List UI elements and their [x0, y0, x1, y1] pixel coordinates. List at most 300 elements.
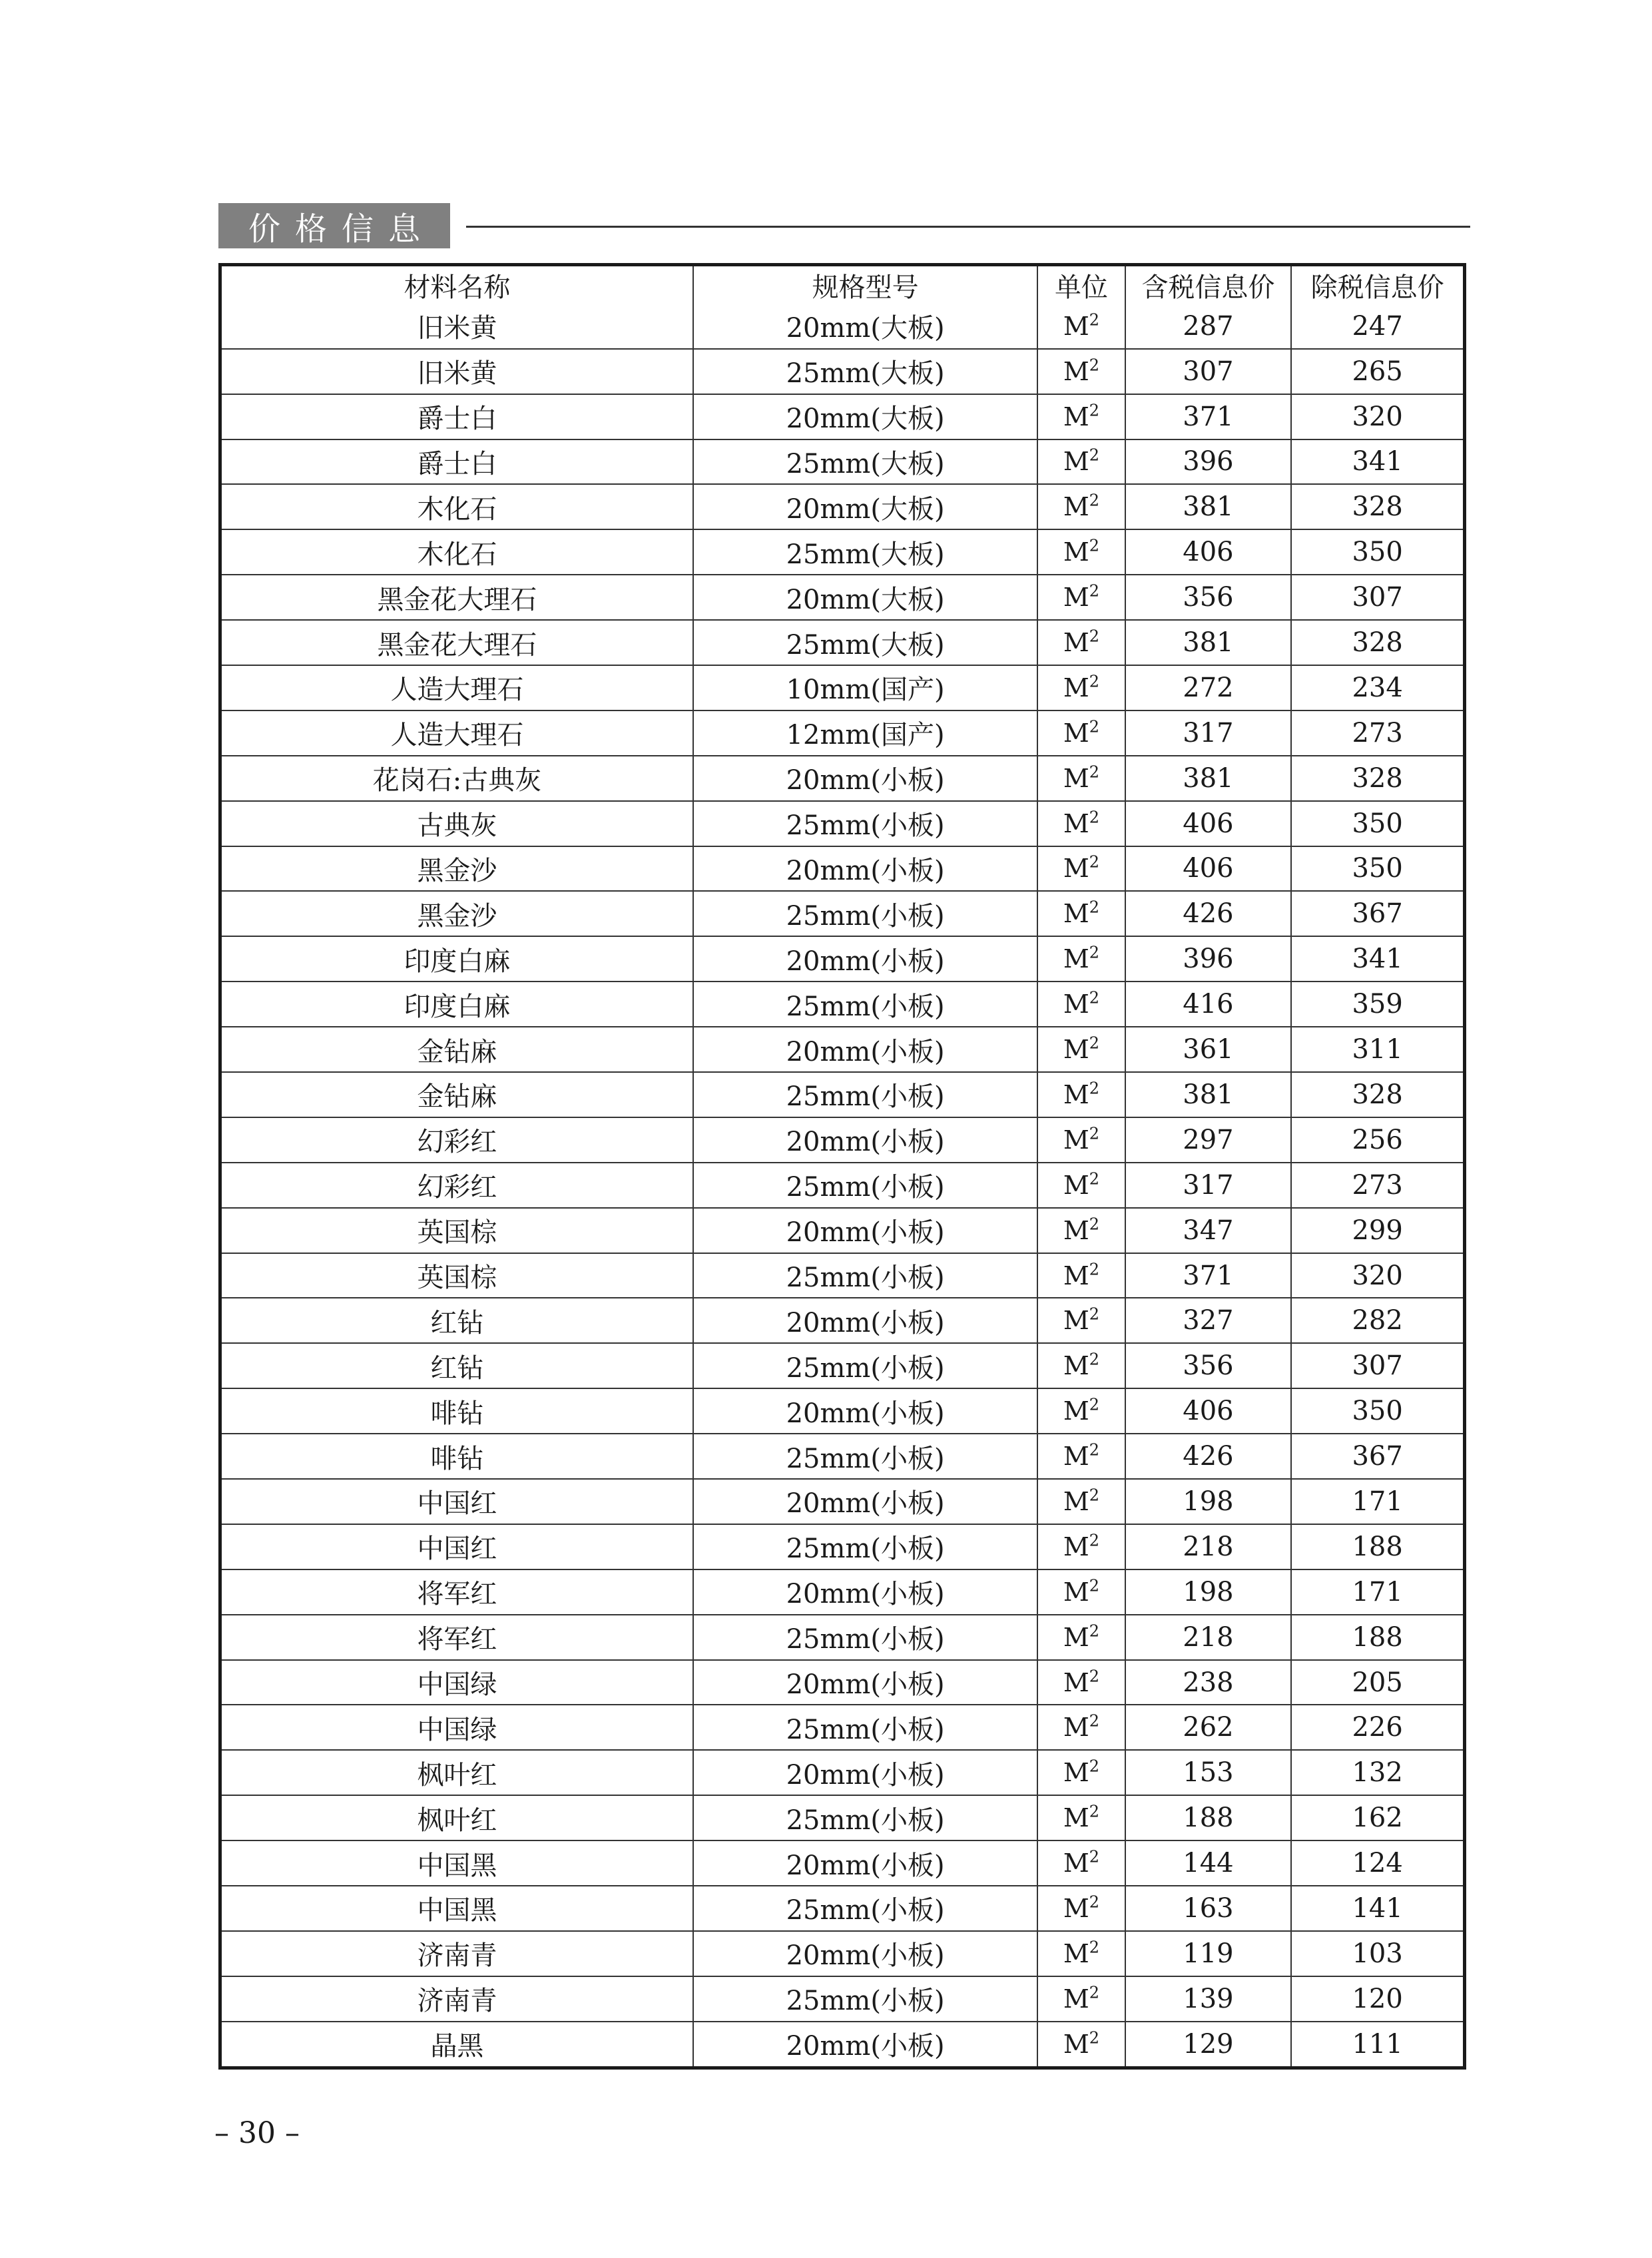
table-row [222, 1253, 1463, 1298]
specification-cell: 25mm(大板) [693, 620, 1037, 665]
unit-base: M [1063, 1577, 1089, 1607]
unit-exponent: 2 [1089, 1802, 1100, 1821]
section-divider [466, 226, 1470, 228]
unit-base: M [1063, 1396, 1089, 1426]
price-with-tax-cell: 347 [1125, 1208, 1292, 1253]
material-name-cell: 中国黑 [222, 1840, 693, 1886]
unit-cell [1037, 620, 1125, 665]
unit-cell [1037, 1388, 1125, 1434]
table-row [222, 1479, 1463, 1524]
price-without-tax-cell: 328 [1291, 756, 1463, 801]
specification-cell: 20mm(小板) [693, 1931, 1037, 1976]
unit-cell [1037, 1750, 1125, 1795]
table-row [222, 1660, 1463, 1705]
price-with-tax-cell: 317 [1125, 1163, 1292, 1208]
table-row [222, 1298, 1463, 1343]
price-without-tax-cell: 367 [1291, 1434, 1463, 1479]
price-without-tax-cell: 188 [1291, 1615, 1463, 1660]
unit-cell [1037, 484, 1125, 529]
unit-cell [1037, 1976, 1125, 2022]
specification-cell: 25mm(小板) [693, 801, 1037, 846]
unit-exponent: 2 [1089, 1621, 1100, 1641]
unit-cell [1037, 1072, 1125, 1117]
material-name-cell: 黑金花大理石 [222, 620, 693, 665]
unit-cell [1037, 1886, 1125, 1931]
specification-cell: 25mm(小板) [693, 891, 1037, 936]
price-without-tax-cell: 247 [1291, 304, 1463, 349]
unit-exponent: 2 [1089, 762, 1100, 782]
specification-cell: 20mm(大板) [693, 304, 1037, 349]
material-name-cell: 爵士白 [222, 394, 693, 439]
specification-cell: 20mm(小板) [693, 2022, 1037, 2066]
price-without-tax-cell: 328 [1291, 484, 1463, 529]
price-with-tax-cell: 317 [1125, 710, 1292, 756]
specification-cell: 20mm(小板) [693, 1479, 1037, 1524]
material-name-cell: 金钻麻 [222, 1027, 693, 1072]
unit-exponent: 2 [1089, 1531, 1100, 1550]
table-row [222, 1163, 1463, 1208]
specification-cell: 25mm(小板) [693, 1795, 1037, 1840]
material-name-cell: 将军红 [222, 1569, 693, 1615]
price-with-tax-cell: 297 [1125, 1117, 1292, 1163]
unit-cell [1037, 575, 1125, 620]
header-price-without-tax: 除税信息价 [1291, 266, 1463, 304]
header-specification: 规格型号 [693, 266, 1037, 304]
price-without-tax-cell: 307 [1291, 575, 1463, 620]
specification-cell: 25mm(小板) [693, 1072, 1037, 1117]
table-row [222, 1569, 1463, 1615]
specification-cell: 20mm(小板) [693, 1569, 1037, 1615]
price-with-tax-cell: 396 [1125, 936, 1292, 982]
price-without-tax-cell: 311 [1291, 1027, 1463, 1072]
price-with-tax-cell: 129 [1125, 2022, 1292, 2066]
unit-cell [1037, 1615, 1125, 1660]
unit-cell [1037, 1705, 1125, 1750]
unit-base: M [1063, 1713, 1089, 1743]
price-without-tax-cell: 341 [1291, 936, 1463, 982]
price-without-tax-cell: 320 [1291, 1253, 1463, 1298]
specification-cell: 25mm(小板) [693, 1705, 1037, 1750]
unit-exponent: 2 [1089, 898, 1100, 918]
specification-cell: 25mm(小板) [693, 1886, 1037, 1931]
unit-base: M [1063, 1938, 1089, 1968]
unit-base: M [1063, 537, 1089, 567]
material-name-cell: 枫叶红 [222, 1750, 693, 1795]
unit-exponent: 2 [1089, 1260, 1100, 1279]
specification-cell: 25mm(小板) [693, 1343, 1037, 1388]
unit-base: M [1063, 628, 1089, 658]
price-with-tax-cell: 198 [1125, 1479, 1292, 1524]
table-row [222, 1117, 1463, 1163]
specification-cell: 25mm(小板) [693, 982, 1037, 1027]
price-with-tax-cell: 307 [1125, 349, 1292, 394]
unit-exponent: 2 [1089, 536, 1100, 555]
price-without-tax-cell: 359 [1291, 982, 1463, 1027]
material-name-cell: 济南青 [222, 1931, 693, 1976]
unit-exponent: 2 [1089, 1395, 1100, 1414]
table-row [222, 1208, 1463, 1253]
unit-exponent: 2 [1089, 717, 1100, 736]
price-without-tax-cell: 103 [1291, 1931, 1463, 1976]
unit-cell [1037, 756, 1125, 801]
price-with-tax-cell: 272 [1125, 665, 1292, 710]
unit-cell [1037, 1343, 1125, 1388]
price-without-tax-cell: 124 [1291, 1840, 1463, 1886]
unit-base: M [1063, 447, 1089, 477]
price-without-tax-cell: 256 [1291, 1117, 1463, 1163]
unit-exponent: 2 [1089, 2028, 1100, 2048]
specification-cell: 25mm(大板) [693, 529, 1037, 575]
table-row [222, 575, 1463, 620]
unit-exponent: 2 [1089, 1576, 1100, 1595]
header-price-with-tax: 含税信息价 [1125, 266, 1292, 304]
specification-cell: 20mm(小板) [693, 1117, 1037, 1163]
specification-cell: 20mm(小板) [693, 1298, 1037, 1343]
material-name-cell: 木化石 [222, 529, 693, 575]
price-with-tax-cell: 119 [1125, 1931, 1292, 1976]
price-with-tax-cell: 371 [1125, 394, 1292, 439]
unit-cell [1037, 2022, 1125, 2066]
specification-cell: 25mm(大板) [693, 349, 1037, 394]
unit-base: M [1063, 1803, 1089, 1833]
price-with-tax-cell: 406 [1125, 801, 1292, 846]
table-row [222, 846, 1463, 892]
price-with-tax-cell: 139 [1125, 1976, 1292, 2022]
unit-cell [1037, 1298, 1125, 1343]
material-name-cell: 中国红 [222, 1479, 693, 1524]
price-with-tax-cell: 381 [1125, 620, 1292, 665]
unit-base: M [1063, 583, 1089, 613]
price-without-tax-cell: 120 [1291, 1976, 1463, 2022]
unit-base: M [1063, 1622, 1089, 1652]
price-with-tax-cell: 327 [1125, 1298, 1292, 1343]
unit-base: M [1063, 1532, 1089, 1561]
table-row [222, 1388, 1463, 1434]
material-name-cell: 旧米黄 [222, 304, 693, 349]
unit-base: M [1063, 1758, 1089, 1788]
specification-cell: 25mm(小板) [693, 1524, 1037, 1569]
price-without-tax-cell: 226 [1291, 1705, 1463, 1750]
specification-cell: 20mm(小板) [693, 756, 1037, 801]
price-with-tax-cell: 396 [1125, 439, 1292, 485]
table-row [222, 936, 1463, 982]
material-name-cell: 啡钻 [222, 1434, 693, 1479]
price-with-tax-cell: 262 [1125, 1705, 1292, 1750]
table-header-row [222, 266, 1463, 304]
table-row [222, 1976, 1463, 2022]
unit-base: M [1063, 1442, 1089, 1472]
specification-cell: 25mm(小板) [693, 1163, 1037, 1208]
material-name-cell: 枫叶红 [222, 1795, 693, 1840]
price-table-frame [218, 263, 1466, 2070]
unit-base: M [1063, 402, 1089, 431]
specification-cell: 25mm(小板) [693, 1615, 1037, 1660]
unit-cell [1037, 936, 1125, 982]
table-row [222, 484, 1463, 529]
unit-cell [1037, 1479, 1125, 1524]
price-without-tax-cell: 350 [1291, 801, 1463, 846]
price-without-tax-cell: 141 [1291, 1886, 1463, 1931]
price-without-tax-cell: 162 [1291, 1795, 1463, 1840]
material-name-cell: 木化石 [222, 484, 693, 529]
price-with-tax-cell: 188 [1125, 1795, 1292, 1840]
specification-cell: 20mm(小板) [693, 936, 1037, 982]
unit-cell [1037, 801, 1125, 846]
material-name-cell: 爵士白 [222, 439, 693, 485]
unit-cell [1037, 891, 1125, 936]
material-name-cell: 中国红 [222, 1524, 693, 1569]
unit-base: M [1063, 854, 1089, 884]
section-title: 价格信息 [218, 203, 450, 248]
unit-exponent: 2 [1089, 988, 1100, 1007]
unit-exponent: 2 [1089, 401, 1100, 420]
price-without-tax-cell: 328 [1291, 620, 1463, 665]
price-without-tax-cell: 265 [1291, 349, 1463, 394]
unit-cell [1037, 665, 1125, 710]
unit-exponent: 2 [1089, 1215, 1100, 1234]
price-with-tax-cell: 361 [1125, 1027, 1292, 1072]
price-without-tax-cell: 350 [1291, 846, 1463, 892]
price-with-tax-cell: 426 [1125, 1434, 1292, 1479]
material-name-cell: 金钻麻 [222, 1072, 693, 1117]
table-row [222, 349, 1463, 394]
price-without-tax-cell: 299 [1291, 1208, 1463, 1253]
unit-exponent: 2 [1089, 491, 1100, 511]
unit-cell [1037, 1840, 1125, 1886]
unit-base: M [1063, 492, 1089, 522]
specification-cell: 25mm(小板) [693, 1253, 1037, 1298]
price-without-tax-cell: 171 [1291, 1569, 1463, 1615]
unit-exponent: 2 [1089, 808, 1100, 827]
material-name-cell: 济南青 [222, 1976, 693, 2022]
price-with-tax-cell: 218 [1125, 1615, 1292, 1660]
unit-exponent: 2 [1089, 1938, 1100, 1957]
table-row [222, 1343, 1463, 1388]
unit-base: M [1063, 1215, 1089, 1245]
material-name-cell: 印度白麻 [222, 982, 693, 1027]
unit-exponent: 2 [1089, 1712, 1100, 1731]
header-unit: 单位 [1037, 266, 1125, 304]
table-row [222, 1434, 1463, 1479]
unit-base: M [1063, 808, 1089, 838]
specification-cell: 20mm(小板) [693, 1388, 1037, 1434]
price-without-tax-cell: 350 [1291, 1388, 1463, 1434]
unit-exponent: 2 [1089, 1757, 1100, 1776]
specification-cell: 20mm(小板) [693, 1660, 1037, 1705]
table-row [222, 665, 1463, 710]
material-name-cell: 中国绿 [222, 1705, 693, 1750]
unit-base: M [1063, 2029, 1089, 2059]
unit-base: M [1063, 1984, 1089, 2014]
table-row [222, 1795, 1463, 1840]
unit-base: M [1063, 718, 1089, 748]
unit-exponent: 2 [1089, 1305, 1100, 1324]
price-with-tax-cell: 287 [1125, 304, 1292, 349]
unit-cell [1037, 1795, 1125, 1840]
unit-exponent: 2 [1089, 627, 1100, 646]
table-row [222, 620, 1463, 665]
specification-cell: 20mm(小板) [693, 1750, 1037, 1795]
material-name-cell: 人造大理石 [222, 665, 693, 710]
specification-cell: 25mm(小板) [693, 1434, 1037, 1479]
unit-exponent: 2 [1089, 1033, 1100, 1053]
price-without-tax-cell: 282 [1291, 1298, 1463, 1343]
price-without-tax-cell: 307 [1291, 1343, 1463, 1388]
material-name-cell: 古典灰 [222, 801, 693, 846]
unit-base: M [1063, 1893, 1089, 1923]
price-with-tax-cell: 416 [1125, 982, 1292, 1027]
price-without-tax-cell: 132 [1291, 1750, 1463, 1795]
material-name-cell: 将军红 [222, 1615, 693, 1660]
unit-exponent: 2 [1089, 446, 1100, 465]
specification-cell: 20mm(小板) [693, 846, 1037, 892]
price-with-tax-cell: 153 [1125, 1750, 1292, 1795]
material-name-cell: 旧米黄 [222, 349, 693, 394]
unit-exponent: 2 [1089, 1350, 1100, 1369]
specification-cell: 20mm(大板) [693, 575, 1037, 620]
specification-cell: 20mm(大板) [693, 484, 1037, 529]
unit-exponent: 2 [1089, 853, 1100, 872]
specification-cell: 20mm(小板) [693, 1027, 1037, 1072]
section-header [218, 203, 1470, 248]
price-with-tax-cell: 406 [1125, 846, 1292, 892]
specification-cell: 20mm(小板) [693, 1840, 1037, 1886]
unit-cell [1037, 439, 1125, 485]
price-with-tax-cell: 381 [1125, 484, 1292, 529]
unit-cell [1037, 1027, 1125, 1072]
material-name-cell: 英国棕 [222, 1208, 693, 1253]
unit-cell [1037, 1524, 1125, 1569]
specification-cell: 10mm(国产) [693, 665, 1037, 710]
unit-cell [1037, 1117, 1125, 1163]
table-row [222, 756, 1463, 801]
table-row [222, 801, 1463, 846]
table-row [222, 1886, 1463, 1931]
material-name-cell: 中国绿 [222, 1660, 693, 1705]
unit-base: M [1063, 1667, 1089, 1697]
table-row [222, 982, 1463, 1027]
price-with-tax-cell: 238 [1125, 1660, 1292, 1705]
table-row [222, 2022, 1463, 2066]
header-material-name: 材料名称 [222, 266, 693, 304]
unit-base: M [1063, 899, 1089, 929]
specification-cell: 20mm(小板) [693, 1208, 1037, 1253]
table-row [222, 1840, 1463, 1886]
table-row [222, 1750, 1463, 1795]
unit-exponent: 2 [1089, 581, 1100, 601]
table-row [222, 529, 1463, 575]
unit-exponent: 2 [1089, 1440, 1100, 1460]
price-with-tax-cell: 356 [1125, 575, 1292, 620]
unit-cell [1037, 1931, 1125, 1976]
unit-base: M [1063, 1035, 1089, 1065]
price-with-tax-cell: 426 [1125, 891, 1292, 936]
table-row [222, 394, 1463, 439]
unit-cell [1037, 304, 1125, 349]
table-row [222, 304, 1463, 349]
unit-base: M [1063, 1848, 1089, 1878]
table-row [222, 891, 1463, 936]
specification-cell: 25mm(小板) [693, 1976, 1037, 2022]
price-without-tax-cell: 350 [1291, 529, 1463, 575]
table-row [222, 1072, 1463, 1117]
unit-exponent: 2 [1089, 943, 1100, 962]
unit-exponent: 2 [1089, 356, 1100, 375]
page-number: – 30 – [214, 2116, 300, 2150]
material-name-cell: 红钻 [222, 1343, 693, 1388]
table-row [222, 1931, 1463, 1976]
price-table [222, 266, 1463, 2066]
unit-cell [1037, 1569, 1125, 1615]
unit-cell [1037, 710, 1125, 756]
unit-base: M [1063, 673, 1089, 703]
unit-cell [1037, 529, 1125, 575]
price-with-tax-cell: 406 [1125, 529, 1292, 575]
unit-base: M [1063, 1170, 1089, 1200]
unit-cell [1037, 846, 1125, 892]
price-with-tax-cell: 371 [1125, 1253, 1292, 1298]
price-without-tax-cell: 320 [1291, 394, 1463, 439]
unit-exponent: 2 [1089, 1667, 1100, 1686]
price-without-tax-cell: 273 [1291, 710, 1463, 756]
unit-base: M [1063, 1079, 1089, 1109]
price-without-tax-cell: 171 [1291, 1479, 1463, 1524]
price-without-tax-cell: 234 [1291, 665, 1463, 710]
price-without-tax-cell: 188 [1291, 1524, 1463, 1569]
unit-cell [1037, 1208, 1125, 1253]
material-name-cell: 英国棕 [222, 1253, 693, 1298]
unit-cell [1037, 1434, 1125, 1479]
price-with-tax-cell: 144 [1125, 1840, 1292, 1886]
price-with-tax-cell: 218 [1125, 1524, 1292, 1569]
price-without-tax-cell: 367 [1291, 891, 1463, 936]
unit-cell [1037, 394, 1125, 439]
price-with-tax-cell: 406 [1125, 1388, 1292, 1434]
price-without-tax-cell: 205 [1291, 1660, 1463, 1705]
unit-cell [1037, 982, 1125, 1027]
price-without-tax-cell: 273 [1291, 1163, 1463, 1208]
material-name-cell: 幻彩红 [222, 1163, 693, 1208]
material-name-cell: 幻彩红 [222, 1117, 693, 1163]
table-row [222, 1615, 1463, 1660]
material-name-cell: 花岗石:古典灰 [222, 756, 693, 801]
unit-cell [1037, 1253, 1125, 1298]
material-name-cell: 啡钻 [222, 1388, 693, 1434]
material-name-cell: 晶黑 [222, 2022, 693, 2066]
unit-exponent: 2 [1089, 672, 1100, 691]
unit-base: M [1063, 989, 1089, 1019]
unit-base: M [1063, 356, 1089, 386]
unit-cell [1037, 1660, 1125, 1705]
unit-exponent: 2 [1089, 1124, 1100, 1143]
price-with-tax-cell: 381 [1125, 756, 1292, 801]
unit-exponent: 2 [1089, 1486, 1100, 1505]
unit-base: M [1063, 1125, 1089, 1155]
price-without-tax-cell: 111 [1291, 2022, 1463, 2066]
unit-base: M [1063, 1351, 1089, 1381]
unit-cell [1037, 349, 1125, 394]
unit-base: M [1063, 1486, 1089, 1516]
unit-base: M [1063, 763, 1089, 793]
material-name-cell: 红钻 [222, 1298, 693, 1343]
specification-cell: 25mm(大板) [693, 439, 1037, 485]
material-name-cell: 黑金花大理石 [222, 575, 693, 620]
table-row [222, 1524, 1463, 1569]
unit-base: M [1063, 1261, 1089, 1290]
unit-base: M [1063, 944, 1089, 974]
material-name-cell: 黑金沙 [222, 846, 693, 892]
specification-cell: 12mm(国产) [693, 710, 1037, 756]
